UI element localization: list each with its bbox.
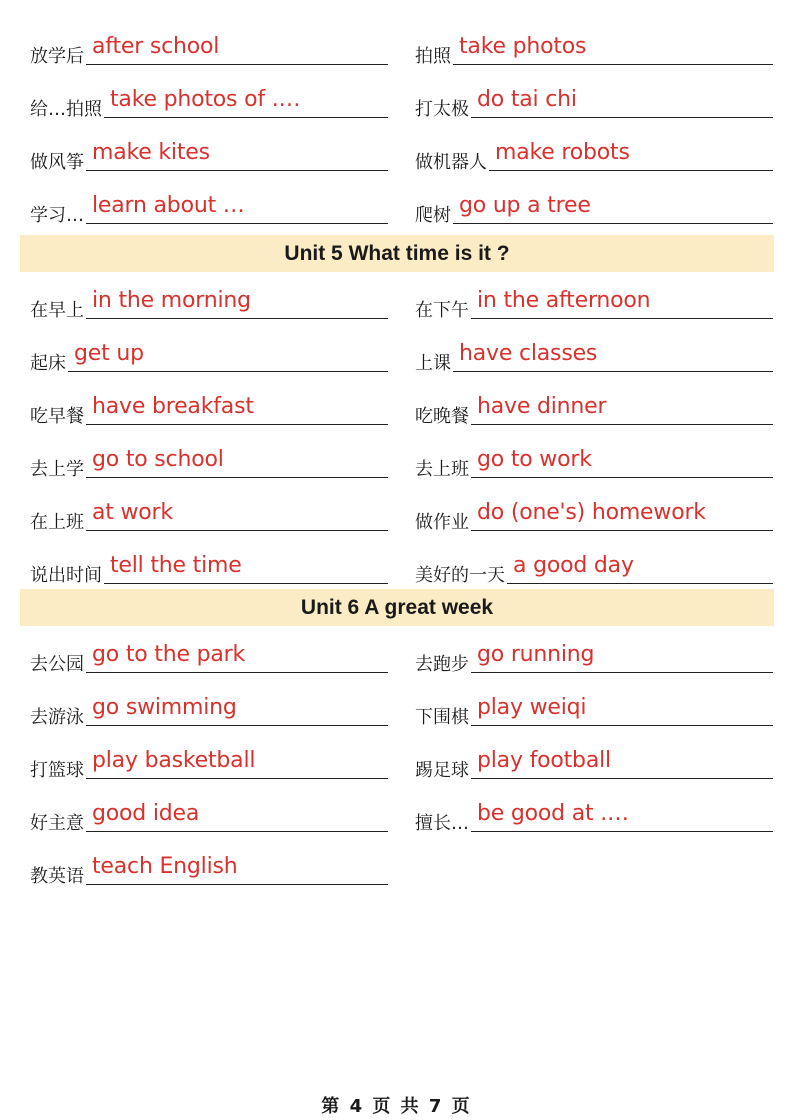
- english-answer: make kites: [92, 140, 210, 165]
- vocab-item: [30, 274, 390, 327]
- page-footer: 第 4 页 共 7 页: [321, 1096, 472, 1117]
- chinese-term: 起床: [30, 353, 66, 374]
- vocab-item: [30, 327, 390, 380]
- chinese-term: 给…拍照: [30, 99, 102, 120]
- unit6-header: [20, 589, 774, 626]
- answer-line: [68, 371, 388, 372]
- vocab-row: [20, 380, 774, 433]
- vocab-item: [30, 126, 390, 179]
- english-answer: take photos of .…: [110, 87, 301, 112]
- chinese-term: 美好的一天: [415, 565, 505, 586]
- english-answer: have dinner: [477, 394, 607, 419]
- vocab-row: [20, 20, 774, 73]
- english-answer: go swimming: [92, 695, 237, 720]
- vocab-section-unit5: [20, 274, 774, 592]
- english-answer: make robots: [495, 140, 630, 165]
- answer-line: [471, 831, 773, 832]
- chinese-term: 擅长…: [415, 813, 469, 834]
- vocab-item: [415, 179, 775, 232]
- answer-line: [86, 725, 388, 726]
- vocab-item: [30, 380, 390, 433]
- english-answer: do tai chi: [477, 87, 577, 112]
- chinese-term: 做作业: [415, 512, 469, 533]
- chinese-term: 说出时间: [30, 565, 102, 586]
- english-answer: go to school: [92, 447, 224, 472]
- vocab-item: [30, 840, 390, 893]
- answer-line: [507, 583, 773, 584]
- vocab-item: [415, 73, 775, 126]
- chinese-term: 上课: [415, 353, 451, 374]
- vocab-row: [20, 787, 774, 840]
- chinese-term: 教英语: [30, 866, 84, 887]
- vocab-row: [20, 539, 774, 592]
- answer-line: [471, 477, 773, 478]
- chinese-term: 去公园: [30, 654, 84, 675]
- vocab-item: [415, 628, 775, 681]
- answer-line: [86, 64, 388, 65]
- answer-line: [86, 530, 388, 531]
- english-answer: take photos: [459, 34, 587, 59]
- vocab-item: [30, 486, 390, 539]
- answer-line: [471, 318, 773, 319]
- vocab-row: [20, 486, 774, 539]
- english-answer: in the morning: [92, 288, 251, 313]
- vocab-section-unit6: [20, 628, 774, 893]
- unit5-title: Unit 5 What time is it ?: [284, 242, 510, 265]
- answer-line: [471, 117, 773, 118]
- english-answer: get up: [74, 341, 144, 366]
- chinese-term: 去游泳: [30, 707, 84, 728]
- chinese-term: 打篮球: [30, 760, 84, 781]
- answer-line: [86, 170, 388, 171]
- chinese-term: 做机器人: [415, 152, 487, 173]
- answer-line: [86, 672, 388, 673]
- vocab-item: [415, 274, 775, 327]
- chinese-term: 下围棋: [415, 707, 469, 728]
- english-answer: have classes: [459, 341, 598, 366]
- english-answer: learn about …: [92, 193, 245, 218]
- answer-line: [453, 223, 773, 224]
- answer-line: [86, 318, 388, 319]
- vocab-row: [20, 327, 774, 380]
- vocab-item: [415, 380, 775, 433]
- english-answer: go up a tree: [459, 193, 591, 218]
- vocab-row: [20, 628, 774, 681]
- chinese-term: 放学后: [30, 46, 84, 67]
- vocab-item: [415, 539, 775, 592]
- english-answer: in the afternoon: [477, 288, 651, 313]
- english-answer: do (one's) homework: [477, 500, 706, 525]
- chinese-term: 打太极: [415, 99, 469, 120]
- chinese-term: 去上学: [30, 459, 84, 480]
- answer-line: [86, 477, 388, 478]
- answer-line: [471, 725, 773, 726]
- english-answer: after school: [92, 34, 220, 59]
- unit6-title: Unit 6 A great week: [300, 596, 494, 619]
- vocab-row: [20, 433, 774, 486]
- answer-line: [104, 117, 388, 118]
- chinese-term: 吃晚餐: [415, 406, 469, 427]
- vocab-item: [30, 681, 390, 734]
- vocab-item: [30, 20, 390, 73]
- chinese-term: 爬树: [415, 205, 451, 226]
- english-answer: play basketball: [92, 748, 256, 773]
- english-answer: tell the time: [110, 553, 242, 578]
- vocab-item: [415, 20, 775, 73]
- answer-line: [471, 424, 773, 425]
- vocab-row: [20, 179, 774, 232]
- english-answer: at work: [92, 500, 173, 525]
- english-answer: play football: [477, 748, 611, 773]
- answer-line: [86, 778, 388, 779]
- vocab-item: [30, 734, 390, 787]
- english-answer: a good day: [513, 553, 634, 578]
- vocab-row: [20, 73, 774, 126]
- vocab-item: [415, 734, 775, 787]
- english-answer: be good at .…: [477, 801, 629, 826]
- vocab-row: [20, 126, 774, 179]
- answer-line: [86, 831, 388, 832]
- answer-line: [86, 424, 388, 425]
- english-answer: play weiqi: [477, 695, 587, 720]
- vocab-item: [415, 681, 775, 734]
- english-answer: have breakfast: [92, 394, 254, 419]
- answer-line: [471, 672, 773, 673]
- vocab-item: [30, 628, 390, 681]
- answer-line: [453, 64, 773, 65]
- chinese-term: 在早上: [30, 300, 84, 321]
- unit5-header: [20, 235, 774, 272]
- vocab-row: [20, 274, 774, 327]
- vocab-item: [415, 126, 775, 179]
- vocab-item: [415, 433, 775, 486]
- vocab-row: [20, 840, 774, 893]
- chinese-term: 去上班: [415, 459, 469, 480]
- answer-line: [86, 884, 388, 885]
- vocab-item: [30, 539, 390, 592]
- english-answer: teach English: [92, 854, 238, 879]
- chinese-term: 踢足球: [415, 760, 469, 781]
- vocab-item: [30, 73, 390, 126]
- chinese-term: 吃早餐: [30, 406, 84, 427]
- vocab-row: [20, 681, 774, 734]
- answer-line: [86, 223, 388, 224]
- english-answer: good idea: [92, 801, 200, 826]
- vocab-item: [415, 486, 775, 539]
- answer-line: [471, 530, 773, 531]
- chinese-term: 好主意: [30, 813, 84, 834]
- answer-line: [104, 583, 388, 584]
- vocab-item: [415, 787, 775, 840]
- vocab-section-top: [20, 20, 774, 232]
- english-answer: go running: [477, 642, 595, 667]
- chinese-term: 做风筝: [30, 152, 84, 173]
- chinese-term: 学习…: [30, 205, 84, 226]
- answer-line: [489, 170, 773, 171]
- vocab-item: [30, 787, 390, 840]
- answer-line: [453, 371, 773, 372]
- chinese-term: 在上班: [30, 512, 84, 533]
- vocab-item: [30, 433, 390, 486]
- chinese-term: 去跑步: [415, 654, 469, 675]
- vocab-item: [30, 179, 390, 232]
- english-answer: go to the park: [92, 642, 246, 667]
- chinese-term: 拍照: [415, 46, 451, 67]
- answer-line: [471, 778, 773, 779]
- vocab-item: [415, 327, 775, 380]
- chinese-term: 在下午: [415, 300, 469, 321]
- vocab-row: [20, 734, 774, 787]
- english-answer: go to work: [477, 447, 592, 472]
